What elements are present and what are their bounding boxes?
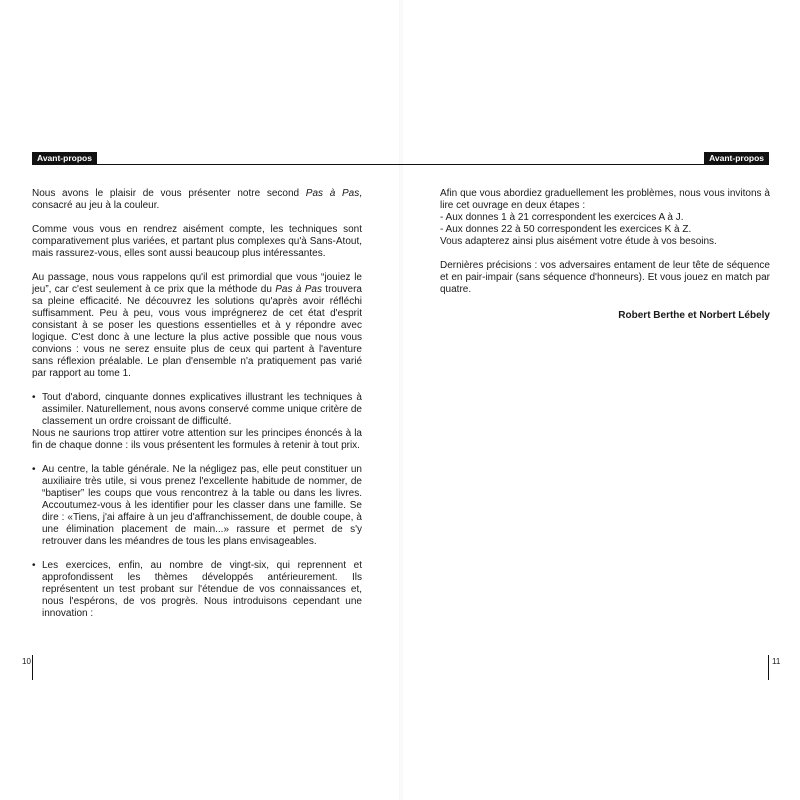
list-line: - Aux donnes 1 à 21 correspondent les exercices A à J. [440,212,684,223]
paragraph-techniques: Comme vous vous en rendrez aisément compte, les techniques sont comparativement plus variées, et partant plus complexes qu'à Sans-Atout, mais rassurez-vous, elles sont aussi beaucoup plus intéressantes. [32,224,362,259]
header-rule-right [401,164,769,165]
bullet-text: Les exercices, enfin, au nombre de vingt-six, qui reprennent et approfondissent les thèmes développés antérieurement. Ils représentent un test probant sur l'étendue de vos connaissances et, nous l'espérons, de vos progrès. Nous introduisons cependant une innovation : [42,560,362,619]
bullet-mark: • [32,392,36,403]
right-page-body [440,188,770,322]
paragraph-precisions: Dernières précisions : vos adversaires entament de leur tête de séquence et en pair-impair (sans séquence d'honneurs). Et vous jouez en match par quatre. [440,260,770,295]
paragraph-etapes: Afin que vous abordiez graduellement les problèmes, nous vous invitons à lire cet ouvrage en deux étapes : [440,188,770,211]
left-page-body [32,188,362,620]
bullet-exercices [32,560,362,620]
bullet-mark: • [32,464,36,475]
paragraph-adapter: Vous adapterez ainsi plus aisément votre étude à vos besoins. [440,236,717,247]
authors-signature: Robert Berthe et Norbert Lébely [618,310,770,321]
bullet-text: Tout d'abord, cinquante donnes explicatives illustrant les techniques à assimiler. Naturellement, nous avons conservé comme unique critère de classement un ordre croissant de difficulté. [42,392,362,427]
bullet-table-generale [32,464,362,548]
list-line: - Aux donnes 22 à 50 correspondent les exercices K à Z. [440,224,692,235]
bullet-text: Au centre, la table générale. Ne la négligez pas, elle peut constituer un auxiliaire très utile, si vous prenez l'excellente habitude de nommer, de “baptiser” les coups que vous rencontrez à la table ou dans les livres. Accoutumez-vous à les identifier pour les classer dans une famille. Se dire : «Tiens, j'ai affaire à un jeu d'affranchissement, de double coupe, à une élimination placement de main...» rassure et permet de s'y retrouver dans les méandres de tous les plans envisageables. [42,464,362,547]
running-header-right: Avant-propos [704,152,769,164]
folio-rule-left [32,655,33,680]
paragraph-principes: Nous ne saurions trop attirer votre attention sur les principes énoncés à la fin de chaque donne : ils vous présentent les formules à retenir à tout prix. [32,428,362,451]
paragraph-method: Au passage, nous vous rappelons qu'il est primordial que vous “jouiez le jeu”, car c'est seulement à ce prix que la méthode du Pas à Pas trouvera sa pleine efficacité. Ne découvrez les solutions qu'après avoir réfléchi suffisamment. Peu à peu, vous vous imprégnerez de cet état d'esprit consistant à se poser les questions essentielles et à y répondre avec logique. C'est donc à une lecture la plus active possible que nous vous convions : vous ne serez ensuite plus de ceux qui partent à l'aventure sans réflexion préalable. Le plan d'ensemble n'a pratiquement pas varié par rapport au tome 1. [32,272,362,379]
page-number-right: 11 [772,657,781,666]
bullet-donnes [32,392,362,428]
header-rule-left [32,164,401,165]
page-number-left: 10 [22,657,31,666]
running-header-left: Avant-propos [32,152,97,164]
book-gutter [399,0,403,800]
paragraph-intro: Nous avons le plaisir de vous présenter notre second Pas à Pas, consacré au jeu à la couleur. [32,188,362,211]
bullet-mark: • [32,560,36,571]
folio-rule-right [768,655,769,680]
